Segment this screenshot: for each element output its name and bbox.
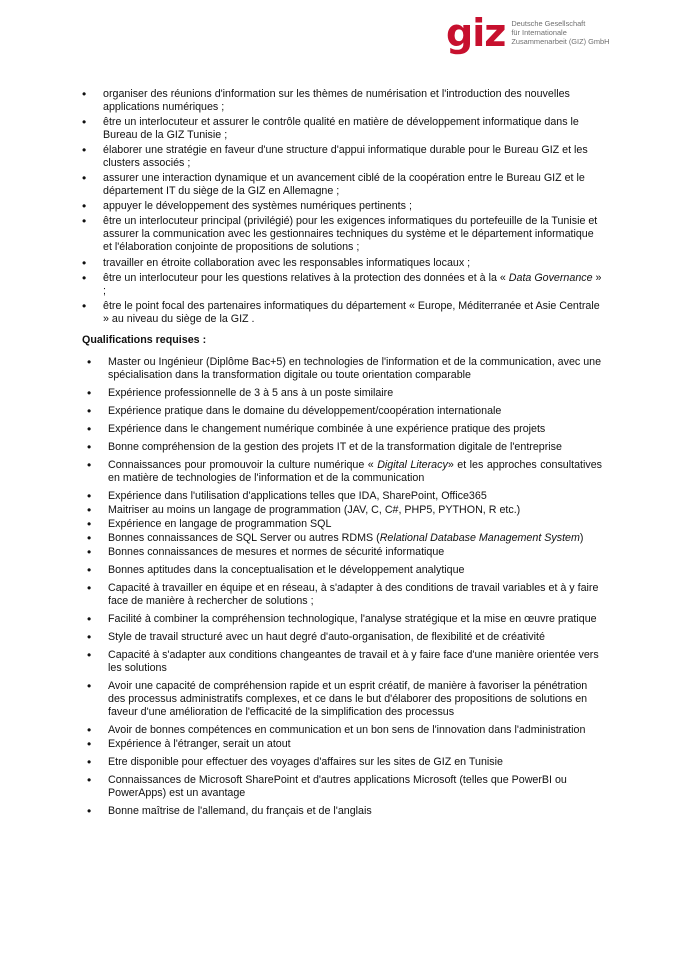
logo-line: Zusammenarbeit (GIZ) GmbH [511,37,610,46]
qualification-item [87,423,602,436]
qualification-text: Etre disponible pour effectuer des voyages d'affaires sur les sites de GIZ en Tunisie [108,755,503,768]
duty-item [82,172,602,198]
duty-text: élaborer une stratégie en faveur d'une structure d'appui informatique durable pour le Bureau GIZ et les clusters associés ; [103,144,588,170]
qualification-text: Capacité à travailler en équipe et en réseau, à s'adapter à des conditions de travail variables et à y faire face de manière à rechercher de solutions ; [108,581,599,607]
qualification-text: Facilité à combiner la compréhension technologique, l'analyse stratégique et la mise en œuvre pratique [108,612,597,625]
qualification-text: Maitriser au moins un langage de programmation (JAV, C, C#, PHP5, PYTHON, R etc.) [108,503,521,516]
qualification-item [87,582,602,608]
duty-item [82,88,602,114]
qualification-text: Expérience dans le changement numérique combinée à une expérience pratique des projets [108,422,546,435]
qualification-text: Expérience dans l'utilisation d'applications telles que IDA, SharePoint, Office365 [108,489,487,502]
qualification-text: Avoir de bonnes compétences en communication et un bon sens de l'innovation dans l'administration [108,723,586,736]
qualification-item [87,774,602,800]
qualification-text: Expérience pratique dans le domaine du développement/coopération internationale [108,404,502,417]
qualifications-heading: Qualifications requises : [82,333,207,346]
qualification-text: Bonnes aptitudes dans la conceptualisation et le développement analytique [108,563,465,576]
document-body [82,88,602,823]
qualification-text: Bonnes connaissances de mesures et normes de sécurité informatique [108,545,445,558]
qualification-item [87,738,602,751]
qualification-text: Expérience à l'étranger, serait un atout [108,737,291,750]
qualification-item [87,387,602,400]
qualification-item [87,631,602,644]
qualification-item [87,441,602,454]
duty-text: être un interlocuteur pour les questions relatives à la protection des données et à la « [103,271,509,284]
qualification-item [87,564,602,577]
qualification-item [87,504,602,517]
qualification-item [87,459,602,485]
qualification-item [87,756,602,769]
qualification-italic-term: Relational Database Management System [379,531,580,544]
logo-line: Deutsche Gesellschaft [511,19,586,28]
duty-text: appuyer le développement des systèmes numériques pertinents ; [103,200,412,213]
qualification-item [87,532,602,545]
qualification-item [87,405,602,418]
qualification-text: Avoir une capacité de compréhension rapide et un esprit créatif, de manière à favoriser la pénétration des processus administratifs complexes, et ce dans le but d'élaborer des propositions de solutions en faveur d'une amélioration de l'efficacité de la simplification des processus [108,679,588,718]
qualification-item [87,613,602,626]
duty-item [82,300,602,326]
duty-text: être un interlocuteur principal (privilégié) pour les exigences informatiques du portefeuille de la Tunisie et assurer la communication avec les gestionnaires techniques du système et le département informatique et l'élaboration conjointe de propositions de solutions ; [103,215,598,254]
qualification-text: Connaissances de Microsoft SharePoint et d'autres applications Microsoft (telles que PowerBI ou PowerApps) est un avantage [108,773,567,799]
qualification-text: Style de travail structuré avec un haut degré d'auto-organisation, de flexibilité et de créativité [108,630,545,643]
qualification-text: Bonne maîtrise de l'allemand, du français et de l'anglais [108,804,372,817]
duty-item [82,215,602,254]
qualifications-list [87,356,602,818]
qualification-item [87,805,602,818]
duty-text: organiser des réunions d'information sur les thèmes de numérisation et l'introduction des nouvelles applications numériques ; [103,88,570,113]
qualification-text: Expérience professionnelle de 3 à 5 ans à un poste similaire [108,386,394,399]
qualification-text: Capacité à s'adapter aux conditions changeantes de travail et à y faire face d'une manière orientée vers les solutions [108,648,599,674]
duty-item [82,257,602,270]
duty-text: travailler en étroite collaboration avec les responsables informatiques locaux ; [103,256,471,269]
qualification-text: Master ou Ingénieur (Diplôme Bac+5) en technologies de l'information et de la communication, avec une spécialisation dans la transformation digitale ou toute orientation comparable [108,355,602,381]
giz-logo-text [511,19,609,46]
duty-item [82,272,602,298]
duty-item [82,116,602,142]
duty-item [82,200,602,213]
duties-list [82,88,602,326]
qualification-item [87,724,602,737]
qualification-text: ) [579,531,584,544]
duty-italic-term: Data Governance [508,271,593,284]
qualification-text: Bonne compréhension de la gestion des projets IT et de la transformation digitale de l'entreprise [108,440,562,453]
qualification-text: Bonnes connaissances de SQL Server ou autres RDMS ( [108,531,380,544]
qualification-item [87,680,602,719]
duty-text: être le point focal des partenaires informatiques du département « Europe, Méditerranée et Asie Centrale » au niveau du siège de la GIZ . [103,299,600,325]
qualification-item [87,649,602,675]
logo-line: für Internationale [511,28,567,37]
qualification-italic-term: Digital Literacy [377,458,448,471]
duty-text: » ; [103,271,602,297]
qualification-item [87,356,602,382]
giz-logo-mark: giz [446,11,506,55]
qualification-text: » et les approches consultatives en matière de technologies de l'information et de la communication [108,458,602,484]
qualification-item [87,490,602,503]
duty-text: assurer une interaction dynamique et un avancement ciblé de la coopération entre le Bureau GIZ et le département IT du siège de la GIZ en Allemagne ; [103,172,585,198]
duty-text: être un interlocuteur et assurer le contrôle qualité en matière de développement informatique dans le Bureau de la GIZ Tunisie ; [103,116,579,142]
qualification-text: Expérience en langage de programmation SQL [108,517,332,530]
qualification-text: Connaissances pour promouvoir la culture numérique « [108,458,378,471]
qualification-item [87,546,602,559]
duty-item [82,144,602,170]
qualification-item [87,518,602,531]
giz-logo [446,11,610,55]
